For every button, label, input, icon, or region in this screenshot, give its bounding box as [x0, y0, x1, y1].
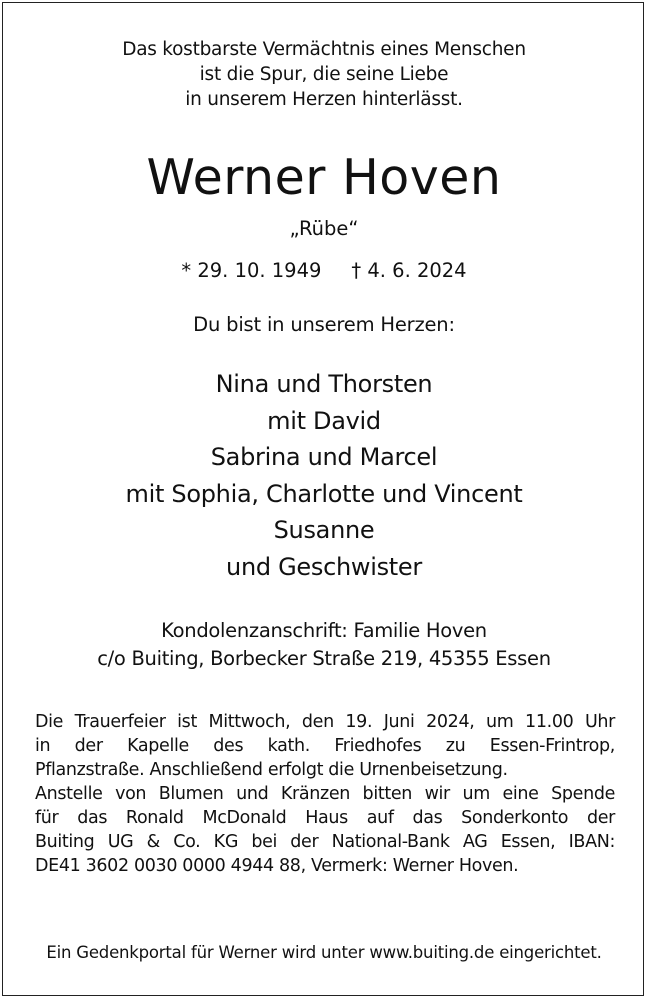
funeral-text-line: Anstelle von Blumen und Kränzen bitten wir um eine Spende [35, 784, 615, 804]
mourner-line: mit David [267, 406, 381, 435]
condolence-address [0, 617, 648, 673]
funeral-details [35, 710, 615, 878]
memorial-portal-note: Ein Gedenkportal für Werner wird unter www.buiting.de eingerichtet. [46, 943, 602, 962]
birth-date: * 29. 10. 1949 [181, 259, 322, 282]
funeral-text-line: Die Trauerfeier ist Mittwoch, den 19. Juni 2024, um 11.00 Uhr [35, 712, 615, 732]
dedication-line: Du bist in unserem Herzen: [193, 313, 455, 336]
condolence-line: Kondolenzanschrift: Familie Hoven [161, 619, 487, 642]
funeral-text-line: Buiting UG & Co. KG bei der National-Bank AG Essen, IBAN: [35, 832, 615, 852]
mourner-line: Susanne [273, 516, 375, 544]
mourner-line: Nina und Thorsten [215, 370, 433, 398]
quote-line: in unserem Herzen hinterlässt. [185, 89, 463, 110]
mourner-line: mit Sophia, Charlotte und Vincent [125, 479, 523, 508]
funeral-text-line: für das Ronald McDonald Haus auf das Sonderkonto der [35, 808, 615, 828]
quote-line: ist die Spur, die seine Liebe [199, 64, 449, 85]
funeral-text-line: Pflanzstraße. Anschließend erfolgt die Urnenbeisetzung. [35, 760, 508, 780]
nickname: „Rübe“ [289, 217, 359, 240]
mourners-list [0, 366, 648, 585]
mourner-line: und Geschwister [226, 552, 422, 581]
memorial-quote [0, 37, 648, 112]
funeral-text-line: in der Kapelle des kath. Friedhofes zu Essen-Frintrop, [35, 736, 615, 756]
mourner-line: Sabrina und Marcel [210, 443, 438, 471]
deceased-name: Werner Hoven [146, 149, 502, 206]
condolence-line: c/o Buiting, Borbecker Straße 219, 45355 Essen [97, 647, 551, 670]
life-dates [0, 257, 648, 285]
quote-line: Das kostbarste Vermächtnis eines Menschen [122, 39, 526, 60]
death-date: † 4. 6. 2024 [351, 259, 467, 282]
funeral-text-line: DE41 3602 0030 0000 4944 88, Vermerk: Werner Hoven. [35, 856, 519, 876]
